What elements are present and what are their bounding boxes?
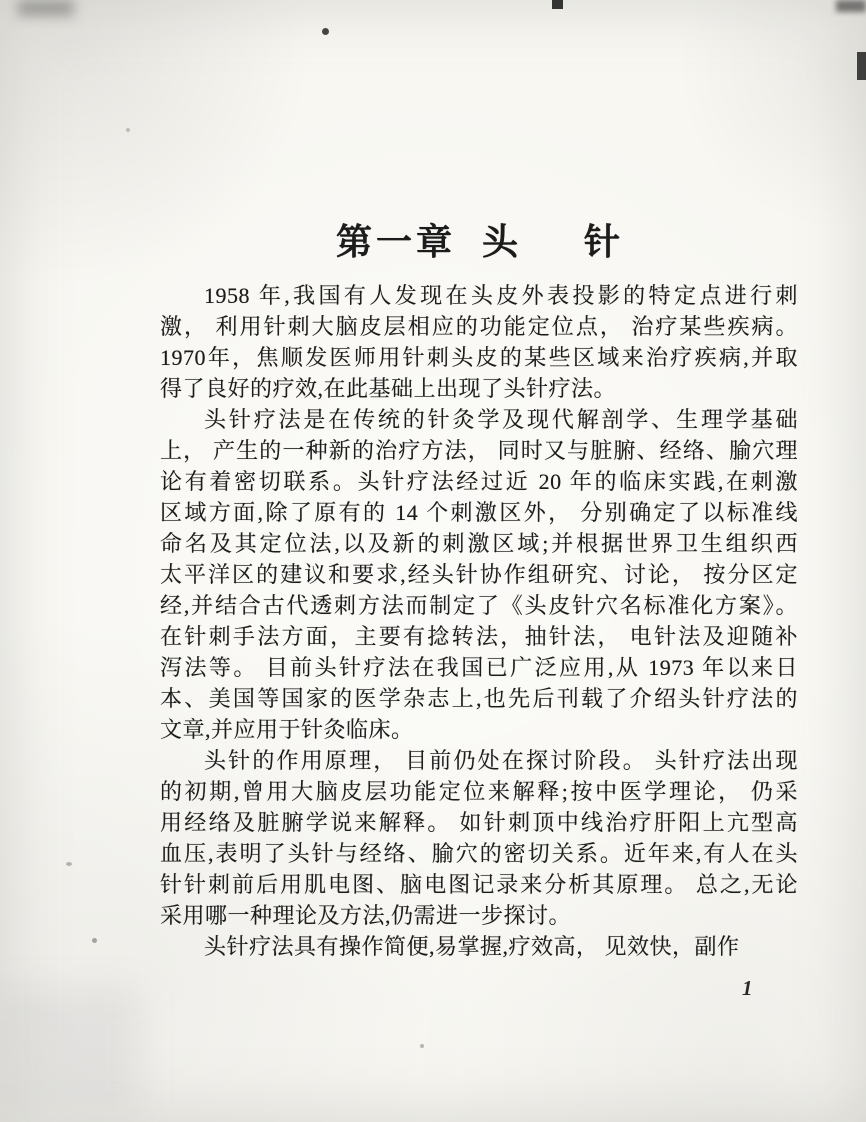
text-line: 针针刺前后用肌电图、脑电图记录来分析其原理。 总之,无论 (160, 872, 798, 897)
text-line: 太平洋区的建议和要求,经头针协作组研究、讨论， 按分区定 (160, 562, 798, 587)
text-line: 用经络及脏腑学说来解释。 如针刺顶中线治疗肝阳上亢型高 (160, 810, 798, 835)
scan-artifact (18, 0, 74, 16)
chapter-number: 第一章 (335, 222, 456, 263)
scan-artifact (66, 862, 72, 866)
text-line: 1958 年,我国有人发现在头皮外表投影的特定点进行刺 (204, 283, 798, 308)
paragraph (160, 404, 798, 745)
text-line: 文章,并应用于针灸临床。 (160, 717, 414, 742)
scan-artifact (552, 0, 563, 9)
text-line: 经,并结合古代透刺方法而制定了《头皮针穴名标准化方案》。 (160, 593, 798, 618)
chapter-title (160, 214, 800, 265)
text-line: 泻法等。 目前头针疗法在我国已广泛应用,从 1973 年以来日 (160, 655, 798, 680)
text-line: 头针的作用原理， 目前仍处在探讨阶段。 头针疗法出现 (204, 748, 798, 773)
scan-artifact (857, 52, 866, 80)
paragraph (160, 931, 798, 962)
text-line: 在针刺手法方面，主要有捻转法，抽针法， 电针法及迎随补 (160, 624, 798, 649)
chapter-title-word: 针 (584, 222, 625, 263)
text-line: 命名及其定位法,以及新的刺激区域;并根据世界卫生组织西 (160, 531, 798, 556)
paragraph (160, 745, 798, 931)
text-line: 1970年，焦顺发医师用针刺头皮的某些区域来治疗疾病,并取 (160, 345, 798, 370)
text-line: 头针疗法是在传统的针灸学及现代解剖学、生理学基础 (204, 407, 798, 432)
text-line: 头针疗法具有操作简便,易掌握,疗效高， 见效快，副作 (204, 934, 740, 959)
text-line: 本、美国等国家的医学杂志上,也先后刊载了介绍头针疗法的 (160, 686, 798, 711)
scan-artifact (126, 128, 130, 132)
text-line: 激， 利用针刺大脑皮层相应的功能定位点， 治疗某些疾病。 (160, 314, 798, 339)
text-line: 血压,表明了头针与经络、腧穴的密切关系。近年来,有人在头 (160, 841, 798, 866)
text-line: 的初期,曾用大脑皮层功能定位来解释;按中医学理论， 仍采 (160, 779, 798, 804)
scan-artifact (836, 0, 866, 12)
scan-artifact (322, 28, 329, 35)
text-line: 区域方面,除了原有的 14 个刺激区外， 分别确定了以标准线 (160, 500, 798, 525)
paragraph (160, 280, 798, 404)
scan-artifact (0, 990, 140, 1110)
text-line: 采用哪一种理论及方法,仍需进一步探讨。 (160, 903, 572, 928)
scan-artifact (420, 1044, 424, 1048)
scan-artifact (92, 938, 97, 943)
chapter-title-word: 头 (481, 222, 522, 263)
text-line: 上， 产生的一种新的治疗方法， 同时又与脏腑、经络、腧穴理 (160, 438, 798, 463)
text-line: 得了良好的疗效,在此基础上出现了头针疗法。 (160, 376, 617, 401)
body-text (160, 280, 798, 962)
page-number: 1 (742, 976, 753, 1000)
text-line: 论有着密切联系。头针疗法经过近 20 年的临床实践,在刺激 (160, 469, 798, 494)
